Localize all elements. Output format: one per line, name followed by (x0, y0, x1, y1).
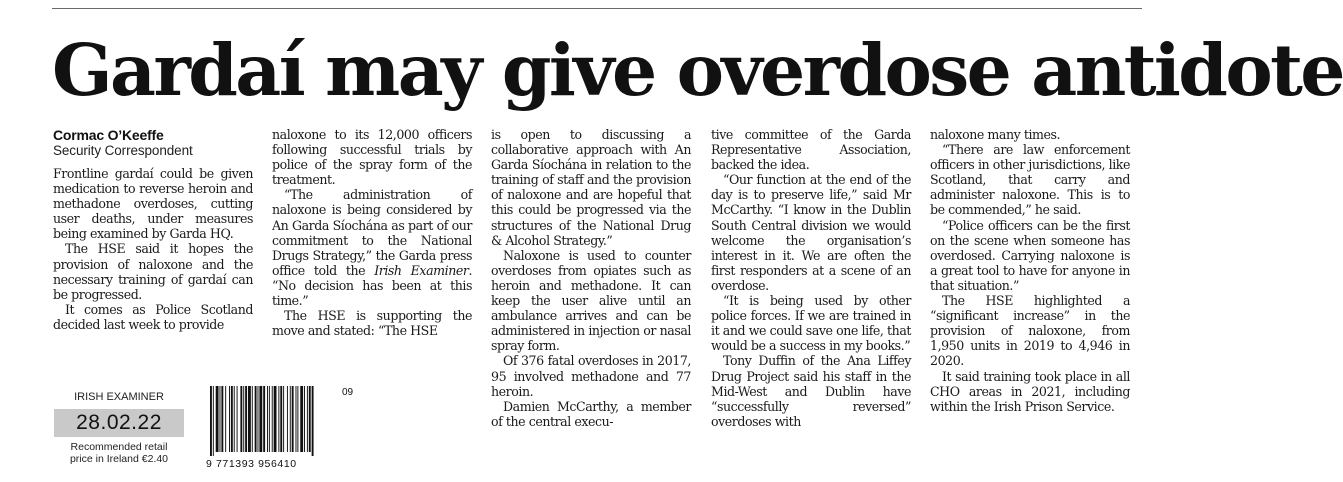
paragraph: “It is being used by other police forces. If we are trained in it and we could save one life, that would be a success in my books.” (711, 293, 911, 354)
paragraph: Damien McCarthy, a member of the central execu- (491, 398, 691, 429)
barcode-bar (220, 386, 221, 452)
paragraph: “Police officers can be the first on the scene when someone has overdosed. Carrying naloxone is a great tool to have for anyone in that situation.” (930, 217, 1130, 293)
paragraph: tive committee of the Garda Representative Association, backed the idea. (711, 127, 911, 173)
barcode (204, 384, 354, 470)
article-column-4 (711, 127, 911, 477)
paragraph: “Our function at the end of the day is to preserve life,” said Mr McCarthy. “I know in the Dublin South Central division we would welcome the organisation’s interest in it. We are often the first responders at a scene of an overdose. (711, 172, 911, 293)
barcode-bar (290, 386, 291, 452)
barcode-bar (231, 386, 233, 452)
barcode-bar (312, 386, 314, 456)
barcode-bar (278, 386, 279, 452)
barcode-bar (258, 386, 259, 452)
barcode-bar (213, 386, 214, 456)
byline-author: Cormac O’Keeffe (53, 127, 164, 143)
barcode-bar (297, 386, 298, 452)
paragraph: It comes as Police Scotland decided last week to provide (53, 301, 253, 332)
barcode-number: 9 771393 956410 (206, 458, 297, 470)
barcode-bar (269, 386, 270, 452)
paragraph: naloxone many times. (930, 127, 1061, 142)
barcode-bar (280, 386, 282, 452)
paragraph: The HSE is supporting the move and stated: “The HSE (272, 308, 472, 339)
barcode-bar (309, 386, 311, 452)
barcode-bar (234, 386, 235, 452)
paragraph: Frontline gardaí could be given medication to reverse heroin and methadone overdoses, cutting user deaths, under measures being examined by Garda HQ. (53, 166, 253, 242)
barcode-issue-number: 09 (342, 387, 354, 398)
barcode-bar (304, 386, 305, 452)
headline: Gardaí may give overdose antidote (52, 28, 1343, 112)
barcode-bar (307, 386, 308, 452)
barcode-bar (240, 386, 242, 452)
paragraph: It said training took place in all CHO areas in 2021, including within the Irish Prison Service. (930, 368, 1130, 414)
issue-date: 28.02.22 (54, 409, 184, 437)
barcode-bar (274, 386, 277, 452)
barcode-bar (259, 386, 262, 452)
barcode-bar (255, 386, 257, 452)
barcode-bar (300, 386, 303, 452)
barcode-bar (243, 386, 244, 452)
paragraph: “The administration of naloxone is being considered by An Garda Síochána as part of our commitment to the National Drugs Strategy,” the Garda press office told the Irish Examiner. “No decision has been at this time.” (272, 187, 472, 309)
barcode-bar (267, 386, 268, 452)
barcode-bar (210, 386, 212, 456)
top-rule (52, 8, 1142, 9)
article-column-5 (930, 127, 1130, 477)
masthead-box (54, 390, 184, 465)
price-line-1: Recommended retail (70, 441, 168, 453)
barcode-bars (210, 386, 314, 456)
barcode-bar (272, 386, 273, 452)
barcode-bar (229, 386, 230, 452)
barcode-bar (287, 386, 288, 452)
paragraph: is open to discussing a collaborative approach with An Garda Síochána in relation to the training of staff and the provision of naloxone and are hopeful that this could be progressed via the structures of the National Drug & Alcohol Strategy.” (491, 127, 691, 248)
paragraph: The HSE highlighted a “significant increase” in the provision of naloxone, from 1,950 units in 2019 to 4,946 in 2020. (930, 293, 1130, 369)
paragraph: naloxone to its 12,000 officers following successful trials by police of the spray form of the treatment. (272, 127, 472, 188)
article-column-3 (491, 127, 691, 477)
paragraph: The HSE said it hopes the provision of naloxone and the necessary training of gardaí can be progressed. (53, 241, 253, 302)
barcode-bar (248, 386, 251, 452)
paragraph: Of 376 fatal overdoses in 2017, 95 involved methadone and 77 heroin. (491, 353, 691, 399)
barcode-bar (296, 386, 297, 452)
barcode-bar (237, 386, 238, 452)
barcode-bar (263, 386, 265, 452)
barcode-bar (216, 386, 219, 452)
paragraph: “There are law enforcement officers in other jurisdictions, like Scotland, that carry and administer naloxone. This is to be commended,” he said. (930, 142, 1130, 218)
barcode-bar (221, 386, 223, 452)
barcode-bar (225, 386, 226, 452)
barcode-bar (252, 386, 253, 452)
paper-name: IRISH EXAMINER (74, 391, 164, 403)
paragraph: Tony Duffin of the Ana Liffey Drug Project said his staff in the Mid-West and Dublin have “successfully reversed” overdoses with (711, 353, 911, 429)
barcode-bar (245, 386, 247, 452)
barcode-bar (292, 386, 294, 452)
byline-role: Security Correspondent (53, 143, 193, 158)
paragraph: Naloxone is used to counter overdoses from opiates such as heroin and methadone. It can keep the user alive until an ambulance arrives and can be administered in injection or nasal spray form. (491, 247, 691, 354)
price-line-2: price in Ireland €2.40 (69, 453, 169, 465)
barcode-bar (283, 386, 284, 452)
column-1-body (53, 166, 253, 366)
